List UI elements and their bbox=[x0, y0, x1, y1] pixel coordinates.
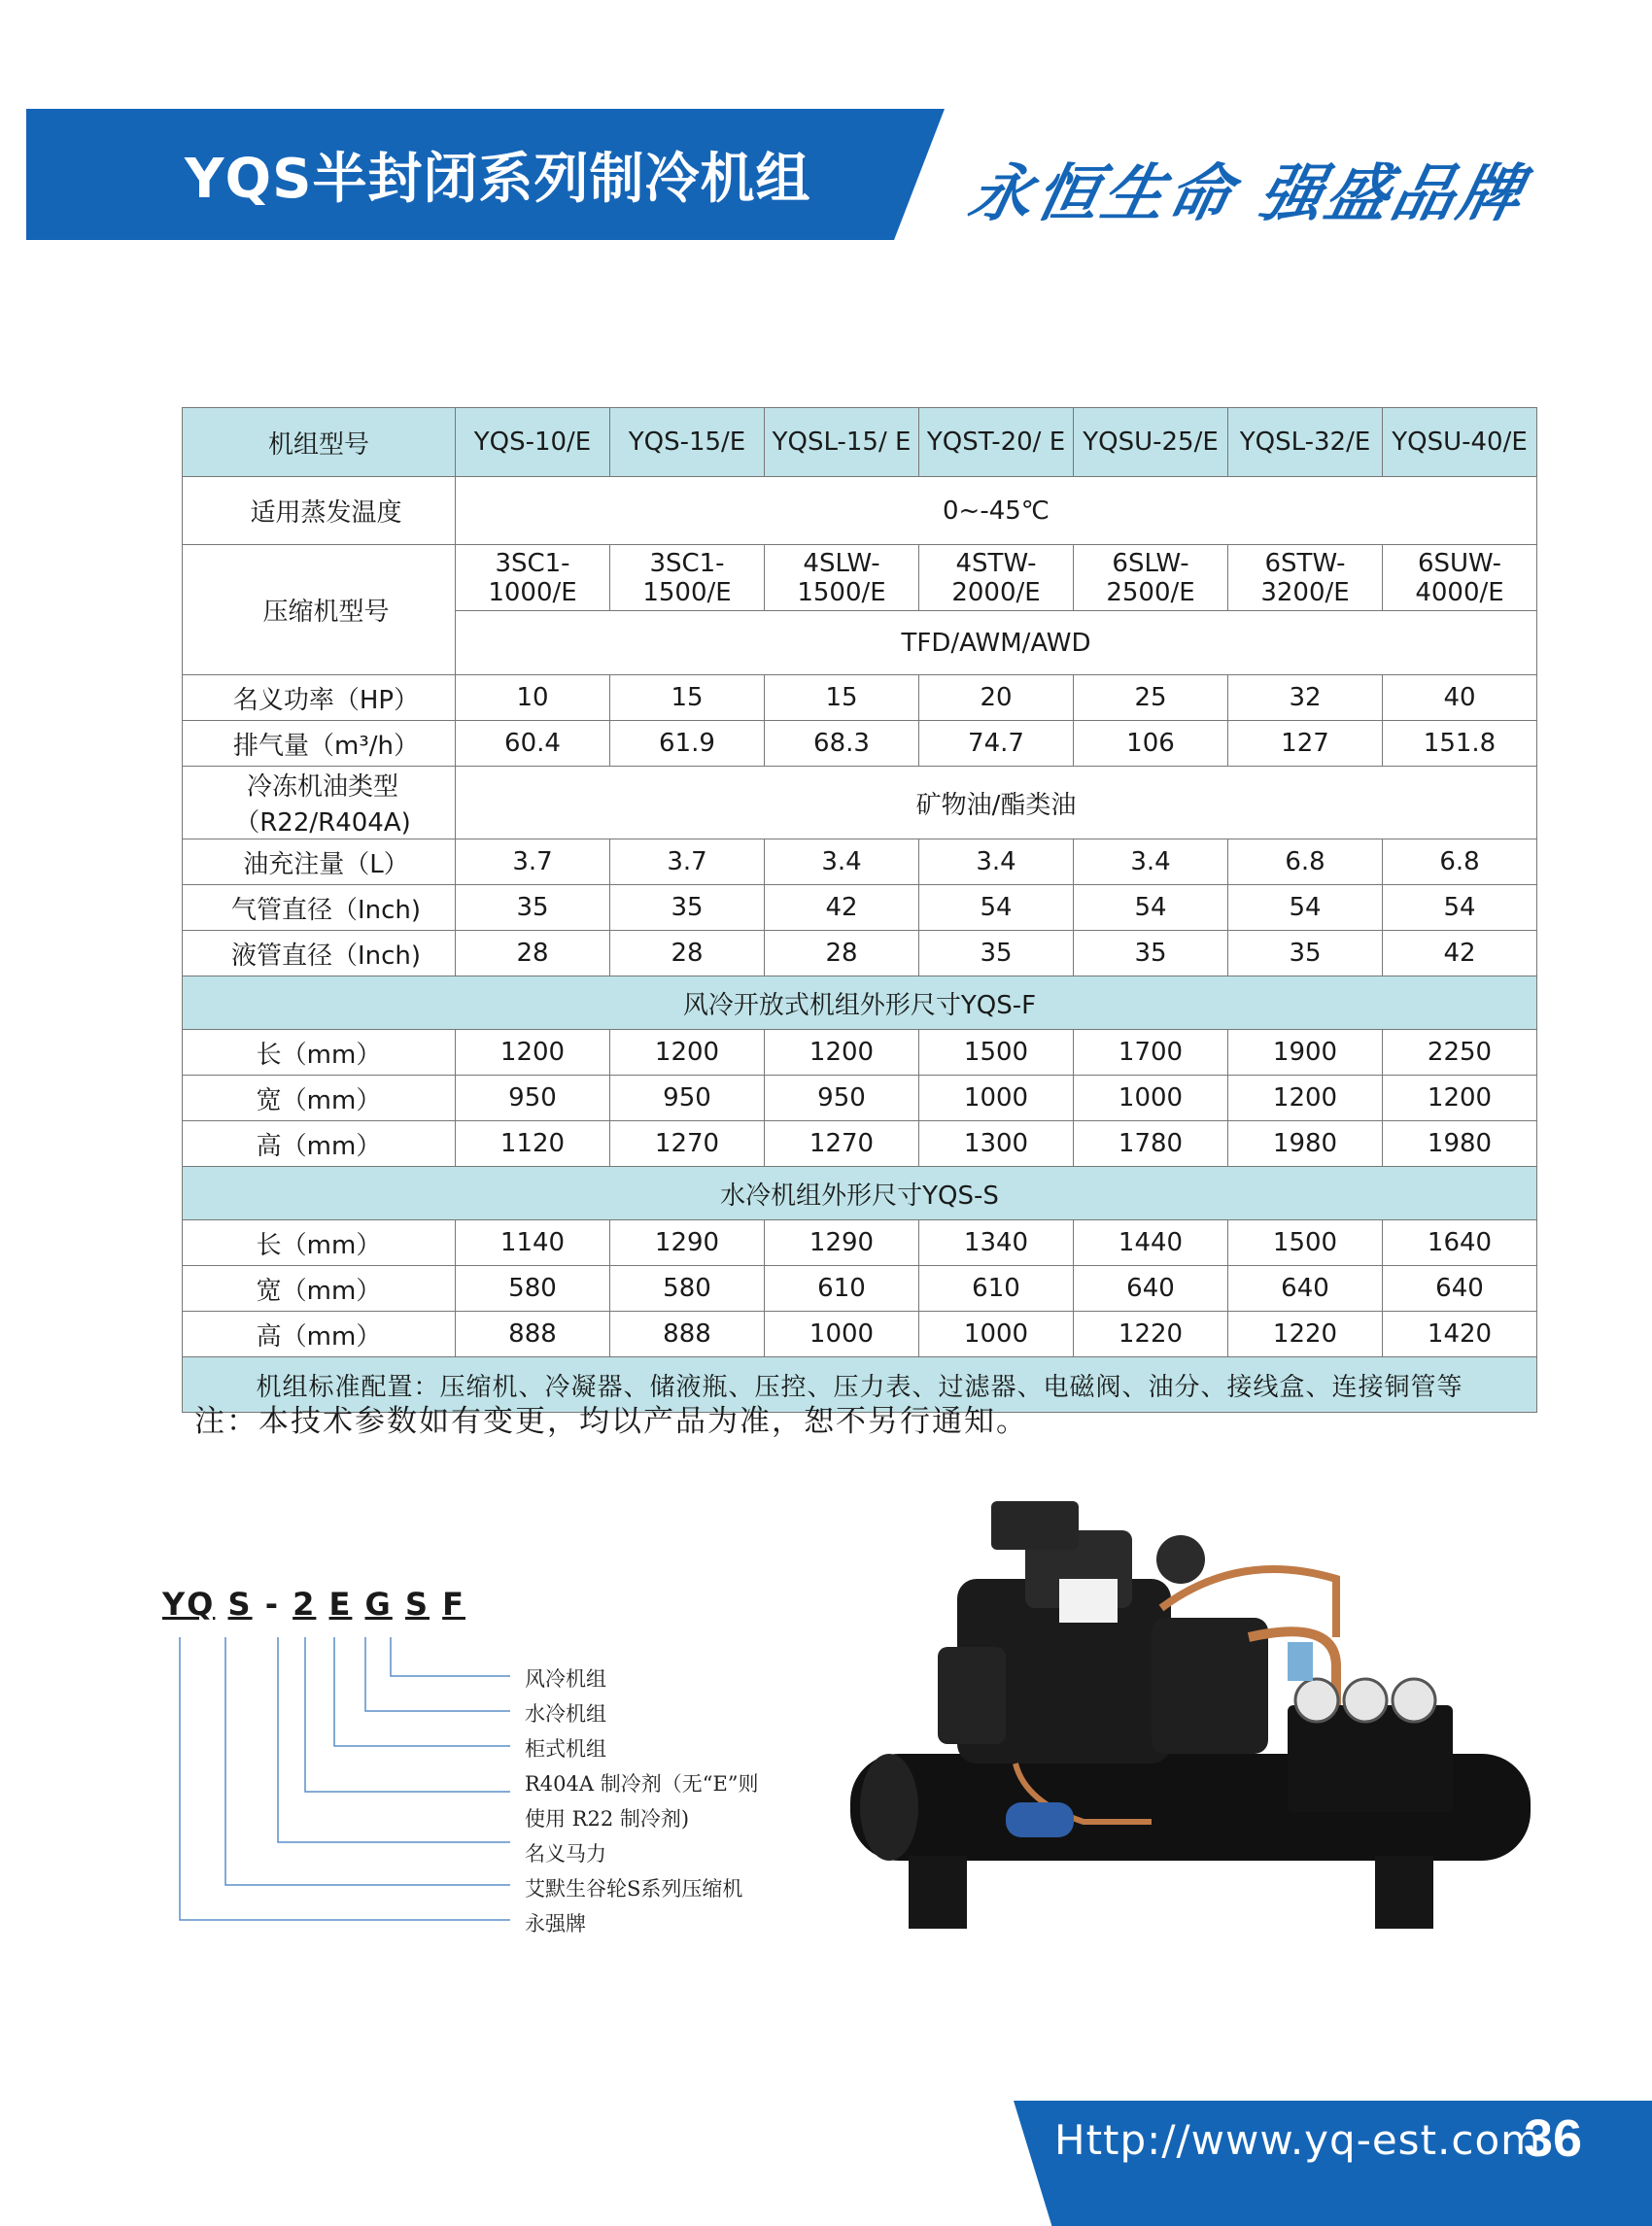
spec-value: 3.7 bbox=[456, 839, 610, 885]
dimension-value: 1300 bbox=[919, 1121, 1074, 1167]
dimension-value: 610 bbox=[765, 1266, 919, 1312]
compressor-model: 4STW-2000/E bbox=[919, 545, 1074, 611]
model-name: YQSL-32/E bbox=[1228, 408, 1383, 477]
dimension-value: 1780 bbox=[1074, 1121, 1228, 1167]
compressor-model: 4SLW-1500/E bbox=[765, 545, 919, 611]
spec-value: 3.7 bbox=[610, 839, 765, 885]
compressor-model: 3SC1-1500/E bbox=[610, 545, 765, 611]
spec-value: 35 bbox=[1228, 931, 1383, 976]
model-name: YQSU-40/E bbox=[1383, 408, 1537, 477]
spec-value: 3.4 bbox=[919, 839, 1074, 885]
slogan: 永恒生命 强盛品牌 bbox=[962, 157, 1533, 230]
dimension-value: 888 bbox=[610, 1312, 765, 1357]
code-part-2: 2 bbox=[293, 1586, 317, 1623]
code-part-s: S bbox=[227, 1586, 253, 1623]
code-part-f: F bbox=[442, 1586, 465, 1623]
spec-value: 106 bbox=[1074, 721, 1228, 767]
spec-value: 54 bbox=[1074, 885, 1228, 931]
compressor-variant: TFD/AWM/AWD bbox=[456, 611, 1537, 675]
spec-value: 35 bbox=[610, 885, 765, 931]
dimension-value: 1000 bbox=[919, 1312, 1074, 1357]
dimension-value: 1980 bbox=[1383, 1121, 1537, 1167]
dimension-value: 610 bbox=[919, 1266, 1074, 1312]
dimension-value: 640 bbox=[1074, 1266, 1228, 1312]
section-water-cooled: 水冷机组外形尺寸YQS-S bbox=[183, 1167, 1537, 1220]
legend-horsepower: 名义马力 bbox=[525, 1842, 606, 1866]
spec-value: 42 bbox=[765, 885, 919, 931]
spec-value: 35 bbox=[919, 931, 1074, 976]
legend-cabinet: 柜式机组 bbox=[525, 1737, 606, 1761]
dimension-value: 1340 bbox=[919, 1220, 1074, 1266]
dimension-value: 1640 bbox=[1383, 1220, 1537, 1266]
spec-value: 35 bbox=[1074, 931, 1228, 976]
spec-row-label: 油充注量（L） bbox=[183, 839, 456, 885]
compressor-model-label: 压缩机型号 bbox=[183, 545, 456, 675]
dimension-value: 1420 bbox=[1383, 1312, 1537, 1357]
dimension-value: 1200 bbox=[1228, 1076, 1383, 1121]
dimension-value: 1000 bbox=[765, 1312, 919, 1357]
spec-value: 3.4 bbox=[765, 839, 919, 885]
spec-value: 54 bbox=[1383, 885, 1537, 931]
spec-value: 54 bbox=[1228, 885, 1383, 931]
spec-value: 68.3 bbox=[765, 721, 919, 767]
code-part-g: G bbox=[364, 1586, 393, 1623]
oil-type-label: 冷冻机油类型（R22/R404A) bbox=[183, 767, 456, 839]
spec-value: 74.7 bbox=[919, 721, 1074, 767]
dimension-value: 950 bbox=[610, 1076, 765, 1121]
code-part-e: E bbox=[328, 1586, 353, 1623]
dimension-value: 1900 bbox=[1228, 1030, 1383, 1076]
spec-value: 6.8 bbox=[1228, 839, 1383, 885]
dimension-value: 1000 bbox=[919, 1076, 1074, 1121]
dimension-value: 1440 bbox=[1074, 1220, 1228, 1266]
page-number: 36 bbox=[1524, 2109, 1583, 2168]
dimension-value: 1140 bbox=[456, 1220, 610, 1266]
model-name: YQS-10/E bbox=[456, 408, 610, 477]
dimension-value: 640 bbox=[1228, 1266, 1383, 1312]
spec-value: 6.8 bbox=[1383, 839, 1537, 885]
spec-value: 40 bbox=[1383, 675, 1537, 721]
dimension-value: 1980 bbox=[1228, 1121, 1383, 1167]
compressor-model: 6SUW-4000/E bbox=[1383, 545, 1537, 611]
spec-value: 151.8 bbox=[1383, 721, 1537, 767]
dimension-value: 1200 bbox=[1383, 1076, 1537, 1121]
spec-value: 25 bbox=[1074, 675, 1228, 721]
spec-value: 35 bbox=[456, 885, 610, 931]
spec-value: 54 bbox=[919, 885, 1074, 931]
spec-value: 20 bbox=[919, 675, 1074, 721]
code-dash: - bbox=[264, 1586, 280, 1623]
dimension-label: 高（mm） bbox=[183, 1121, 456, 1167]
oil-type-value: 矿物油/酯类油 bbox=[456, 767, 1537, 839]
spec-value: 28 bbox=[610, 931, 765, 976]
evap-temp-label: 适用蒸发温度 bbox=[183, 477, 456, 545]
code-part-yq: YQ bbox=[162, 1586, 216, 1623]
spec-row-label: 液管直径（Inch) bbox=[183, 931, 456, 976]
dimension-label: 长（mm） bbox=[183, 1030, 456, 1076]
dimension-value: 580 bbox=[610, 1266, 765, 1312]
legend-refrigerant-1: R404A 制冷剂（无“E”则 bbox=[525, 1772, 759, 1796]
spec-value: 127 bbox=[1228, 721, 1383, 767]
dimension-label: 高（mm） bbox=[183, 1312, 456, 1357]
dimension-value: 1120 bbox=[456, 1121, 610, 1167]
spec-value: 15 bbox=[765, 675, 919, 721]
dimension-value: 1270 bbox=[610, 1121, 765, 1167]
model-name: YQSU-25/E bbox=[1074, 408, 1228, 477]
compressor-model: 6STW-3200/E bbox=[1228, 545, 1383, 611]
dimension-value: 950 bbox=[765, 1076, 919, 1121]
dimension-value: 1290 bbox=[765, 1220, 919, 1266]
spec-value: 3.4 bbox=[1074, 839, 1228, 885]
dimension-value: 1200 bbox=[456, 1030, 610, 1076]
dimension-value: 2250 bbox=[1383, 1030, 1537, 1076]
dimension-value: 1500 bbox=[1228, 1220, 1383, 1266]
spec-value: 28 bbox=[765, 931, 919, 976]
model-name: YQSL-15/ E bbox=[765, 408, 919, 477]
legend-refrigerant-2: 使用 R22 制冷剂) bbox=[525, 1807, 690, 1831]
dimension-label: 长（mm） bbox=[183, 1220, 456, 1266]
dimension-value: 1290 bbox=[610, 1220, 765, 1266]
dimension-value: 1200 bbox=[765, 1030, 919, 1076]
evap-temp-value: 0~-45℃ bbox=[456, 477, 1537, 545]
compressor-model: 3SC1-1000/E bbox=[456, 545, 610, 611]
spec-value: 60.4 bbox=[456, 721, 610, 767]
dimension-value: 1200 bbox=[610, 1030, 765, 1076]
spec-value: 61.9 bbox=[610, 721, 765, 767]
dimension-value: 1220 bbox=[1074, 1312, 1228, 1357]
spec-value: 32 bbox=[1228, 675, 1383, 721]
legend-brand: 永强牌 bbox=[525, 1912, 586, 1935]
spec-row-label: 气管直径（Inch) bbox=[183, 885, 456, 931]
dimension-value: 1000 bbox=[1074, 1076, 1228, 1121]
dimension-value: 950 bbox=[456, 1076, 610, 1121]
standard-config: 机组标准配置：压缩机、冷凝器、储液瓶、压控、压力表、过滤器、电磁阀、油分、接线盒、连接铜管等 bbox=[183, 1357, 1537, 1413]
legend-compressor: 艾默生谷轮S系列压缩机 bbox=[525, 1877, 743, 1901]
website-link[interactable]: Http://www.yq-est.com bbox=[1054, 2116, 1542, 2164]
spec-row-label: 名义功率（HP） bbox=[183, 675, 456, 721]
spec-value: 42 bbox=[1383, 931, 1537, 976]
model-name: YQS-15/E bbox=[610, 408, 765, 477]
model-name: YQST-20/ E bbox=[919, 408, 1074, 477]
legend-water-cooled: 水冷机组 bbox=[525, 1702, 606, 1726]
code-part-s2: S bbox=[404, 1586, 430, 1623]
dimension-label: 宽（mm） bbox=[183, 1266, 456, 1312]
section-air-cooled: 风冷开放式机组外形尺寸YQS-F bbox=[183, 976, 1537, 1030]
dimension-label: 宽（mm） bbox=[183, 1076, 456, 1121]
spec-row-label: 排气量（m³/h） bbox=[183, 721, 456, 767]
dimension-value: 1500 bbox=[919, 1030, 1074, 1076]
dimension-value: 1270 bbox=[765, 1121, 919, 1167]
refrigeration-unit-image bbox=[831, 1472, 1550, 1948]
legend-air-cooled: 风冷机组 bbox=[525, 1667, 606, 1691]
disclaimer-note: 注：本技术参数如有变更，均以产品为准，恕不另行通知。 bbox=[194, 1404, 1028, 1439]
page-title: YQS半封闭系列制冷机组 bbox=[185, 148, 811, 211]
spec-value: 15 bbox=[610, 675, 765, 721]
compressor-model: 6SLW-2500/E bbox=[1074, 545, 1228, 611]
dimension-value: 1220 bbox=[1228, 1312, 1383, 1357]
dimension-value: 1700 bbox=[1074, 1030, 1228, 1076]
dimension-value: 640 bbox=[1383, 1266, 1537, 1312]
spec-value: 10 bbox=[456, 675, 610, 721]
spec-value: 28 bbox=[456, 931, 610, 976]
dimension-value: 580 bbox=[456, 1266, 610, 1312]
dimension-value: 888 bbox=[456, 1312, 610, 1357]
model-header-label: 机组型号 bbox=[183, 408, 456, 477]
